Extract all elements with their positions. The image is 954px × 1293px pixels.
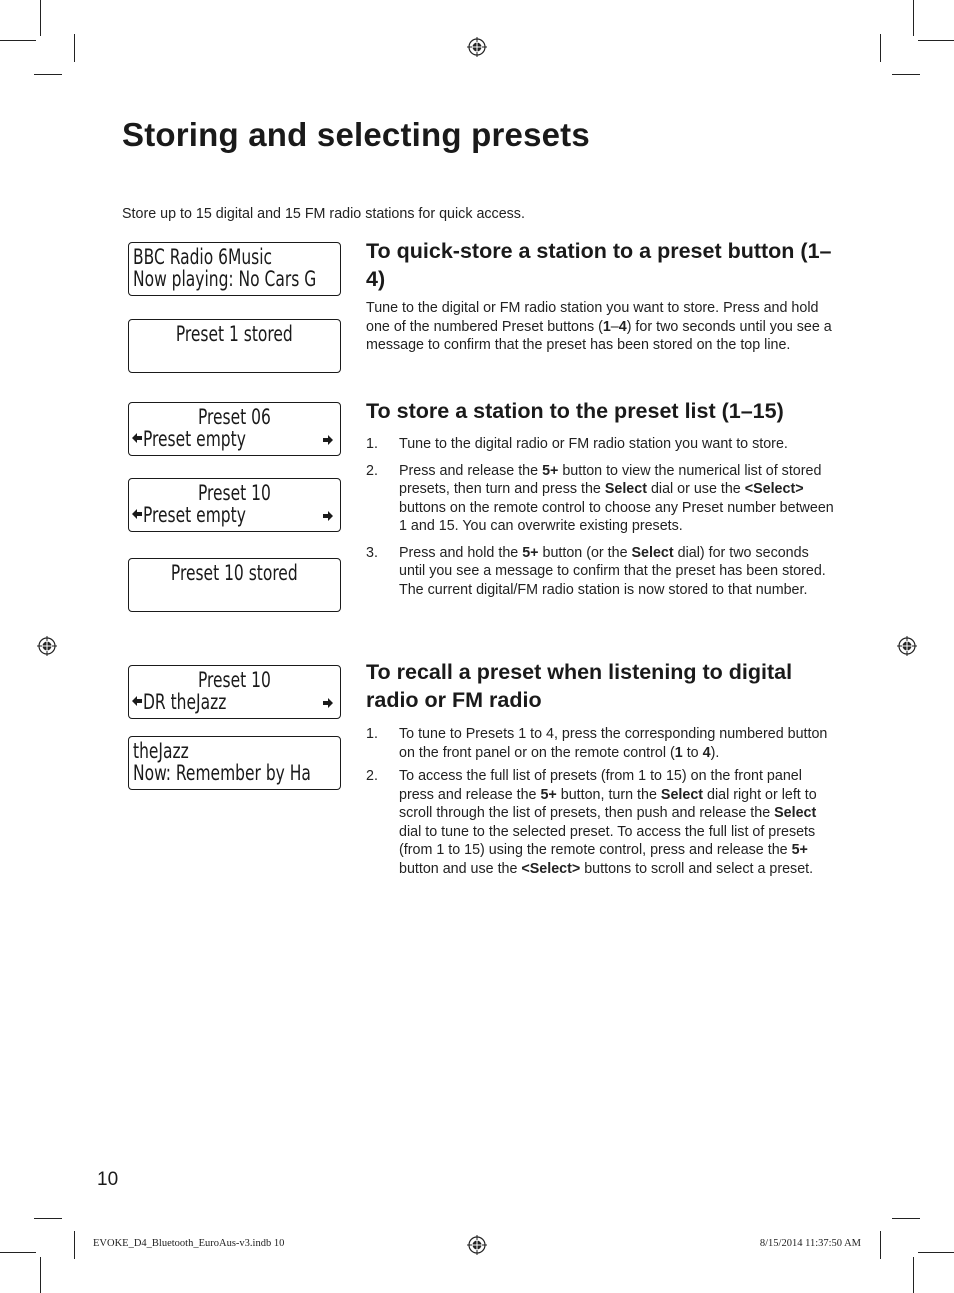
list-item: 1. To tune to Presets 1 to 4, press the corresponding numbered button on the front panel or on the remote control (1 to 4). bbox=[366, 726, 828, 761]
crop-mark bbox=[0, 40, 36, 41]
arrow-left-icon bbox=[131, 431, 143, 445]
lcd-line-2: Preset empty bbox=[143, 427, 246, 451]
lcd-display-preset-stored bbox=[128, 319, 341, 373]
crop-mark bbox=[74, 1231, 75, 1259]
crop-mark bbox=[918, 1252, 954, 1253]
crop-mark bbox=[40, 1257, 41, 1293]
lcd-line-1: Preset 06 bbox=[198, 405, 271, 429]
lcd-line-2: Preset empty bbox=[143, 503, 246, 527]
list-item: 2. To access the full list of presets (from 1 to 15) on the front panel press and release the 5+ button, turn the Select dial right or left to scroll through the list of presets, then push and release the Select dial to tune to the selected preset. To access the full list of presets (from 1 to 15) using the remote control, press and release the 5+ button and use the <Select> buttons to scroll and select a preset. bbox=[366, 768, 817, 877]
registration-mark-icon bbox=[467, 1235, 487, 1255]
arrow-right-icon bbox=[322, 433, 334, 447]
crop-mark bbox=[880, 34, 881, 62]
lcd-display-preset-list bbox=[128, 478, 341, 532]
section-recall-preset bbox=[366, 658, 836, 878]
lcd-line-2: Now: Remember by Ha bbox=[133, 761, 311, 785]
footer-timestamp: 8/15/2014 11:37:50 AM bbox=[759, 1238, 861, 1249]
section-heading: To quick-store a station to a preset button (1–4) bbox=[366, 239, 832, 291]
crop-mark bbox=[34, 1218, 62, 1219]
registration-mark-icon bbox=[467, 37, 487, 57]
crop-mark bbox=[913, 0, 914, 36]
list-item: 2. Press and release the 5+ button to view the numerical list of stored presets, then turn and press the Select dial or use the <Select> buttons on the remote control to choose any Preset number between 1 and 15. You can overwrite existing presets. bbox=[366, 462, 834, 534]
list-item: 3. Press and hold the 5+ button (or the Select dial) for two seconds until you see a message to confirm that the preset has been stored. The current digital/FM radio station is now stored to that number. bbox=[366, 544, 826, 598]
list-item: 1. Tune to the digital radio or FM radio station you want to store. bbox=[366, 436, 788, 452]
lcd-line-1: BBC Radio 6Music bbox=[133, 245, 273, 269]
lcd-line-1: Preset 10 bbox=[198, 668, 271, 692]
crop-mark bbox=[880, 1231, 881, 1259]
crop-mark bbox=[892, 1218, 920, 1219]
page-title: Storing and selecting presets bbox=[122, 116, 590, 153]
lcd-display-preset-stored bbox=[128, 558, 341, 612]
crop-mark bbox=[74, 34, 75, 62]
lcd-line-1: Preset 1 stored bbox=[176, 322, 293, 346]
lcd-display-station-info bbox=[128, 242, 341, 296]
crop-mark bbox=[918, 40, 954, 41]
section-heading: To store a station to the preset list (1–15) bbox=[366, 399, 784, 423]
crop-mark bbox=[913, 1257, 914, 1293]
registration-mark-icon bbox=[37, 636, 57, 656]
registration-mark-icon bbox=[897, 636, 917, 656]
lcd-line-1: Preset 10 stored bbox=[171, 561, 298, 585]
section-quick-store bbox=[366, 237, 836, 355]
arrow-right-icon bbox=[322, 509, 334, 523]
steps-list bbox=[366, 725, 836, 878]
lcd-display-preset-list bbox=[128, 402, 341, 456]
lcd-display-station-info bbox=[128, 736, 341, 790]
section-body: Tune to the digital or FM radio station you want to store. Press and hold one of the numbered Preset buttons (1–4) for two seconds until you see a message to confirm that the preset has been stored on the top line. bbox=[366, 300, 832, 353]
crop-mark bbox=[40, 0, 41, 36]
section-preset-list bbox=[366, 397, 836, 599]
section-heading: To recall a preset when listening to digital radio or FM radio bbox=[366, 660, 793, 712]
lcd-line-2: Now playing: No Cars G bbox=[133, 267, 317, 291]
crop-mark bbox=[34, 74, 62, 75]
arrow-right-icon bbox=[322, 696, 334, 710]
page-number: 10 bbox=[97, 1169, 119, 1190]
steps-list bbox=[366, 435, 836, 599]
crop-mark bbox=[0, 1252, 36, 1253]
lcd-line-1: theJazz bbox=[133, 739, 189, 763]
intro-text: Store up to 15 digital and 15 FM radio stations for quick access. bbox=[122, 206, 525, 222]
arrow-left-icon bbox=[131, 694, 143, 708]
lcd-line-2: DR theJazz bbox=[143, 690, 227, 714]
arrow-left-icon bbox=[131, 507, 143, 521]
lcd-display-preset-list bbox=[128, 665, 341, 719]
lcd-line-1: Preset 10 bbox=[198, 481, 271, 505]
footer-file-info: EVOKE_D4_Bluetooth_EuroAus-v3.indb 10 bbox=[93, 1238, 285, 1249]
crop-mark bbox=[892, 74, 920, 75]
